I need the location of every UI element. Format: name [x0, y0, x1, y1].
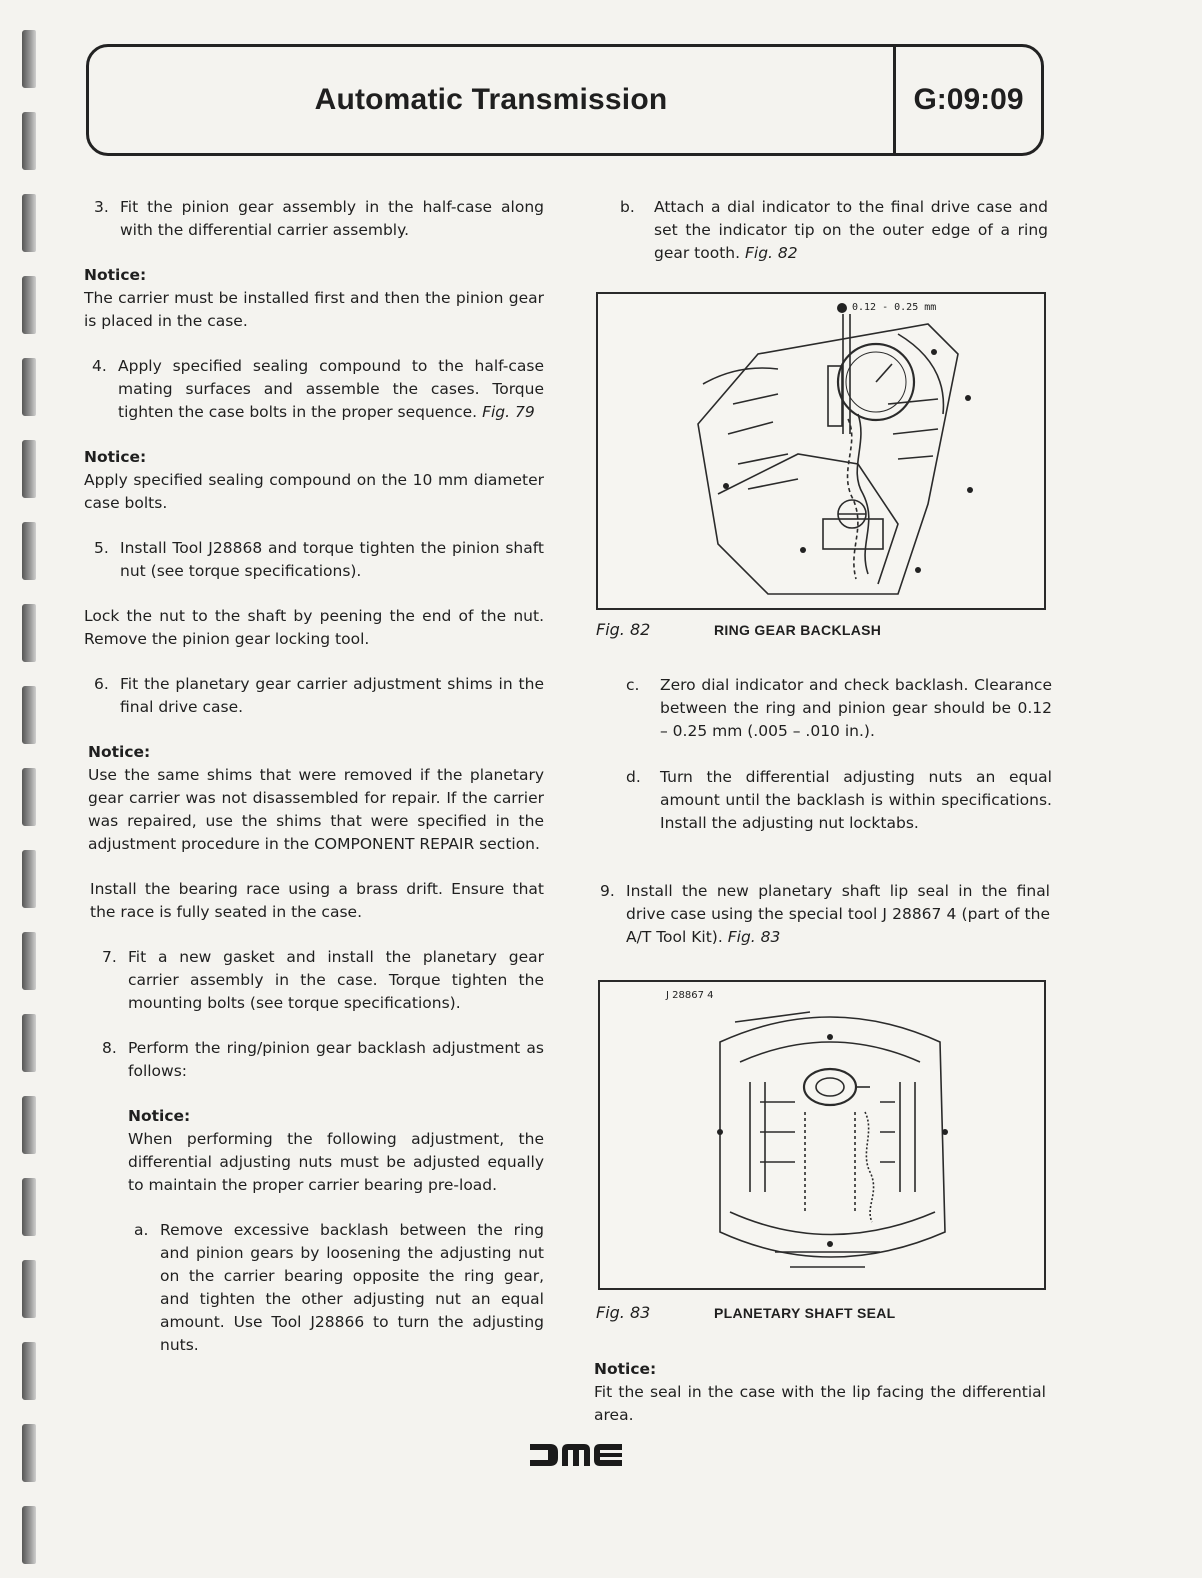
fig-ref: Fig. 83: [727, 928, 781, 946]
binding-hole: [22, 932, 36, 990]
figure-title: RING GEAR BACKLASH: [714, 622, 882, 638]
notice-text: When performing the following adjustment, the differential adjusting nuts must be adjusted equally to maintain the proper carrier bearing pre-load.: [128, 1130, 544, 1194]
binding-hole: [22, 1342, 36, 1400]
step-9: 9. Install the new planetary shaft lip seal in the final drive case using the special tool J 28867 4 (part of the A/T Tool Kit). Fig. 83: [600, 882, 1050, 946]
figure-number: Fig. 82: [596, 620, 651, 639]
notice-heading: Notice:: [84, 266, 147, 284]
step-3: 3. Fit the pinion gear assembly in the half-case along with the differential carrier assembly.: [94, 198, 544, 239]
figure-82-ring-gear-backlash: [596, 292, 1046, 610]
figure-83-caption: [596, 1303, 896, 1322]
figure-82-caption: [596, 620, 881, 639]
left-column: [84, 196, 544, 1357]
notice-4: [128, 1105, 544, 1197]
notice-text: Use the same shims that were removed if the planetary gear carrier was not disassembled for repair. If the carrier was repaired, use the shims that were specified in the adjustment procedure in the COMPONENT REPAIR section.: [88, 766, 544, 853]
binding-hole: [22, 1506, 36, 1564]
step-8: 8. Perform the ring/pinion gear backlash adjustment as follows:: [102, 1039, 544, 1080]
binding-hole: [22, 1014, 36, 1072]
notice-text: Apply specified sealing compound on the 10 mm diameter case bolts.: [84, 471, 544, 512]
notice-heading: Notice:: [84, 448, 147, 466]
step-5: 5. Install Tool J28868 and torque tighten the pinion shaft nut (see torque specifications).: [94, 539, 544, 580]
notice-2: [84, 446, 544, 515]
binding-hole: [22, 768, 36, 826]
substep-c: c. Zero dial indicator and check backlash. Clearance between the ring and pinion gear should be 0.12 – 0.25 mm (.005 – .010 in.).: [626, 676, 1052, 740]
paragraph-bearing-race: Install the bearing race using a brass drift. Ensure that the race is fully seated in the case.: [90, 880, 544, 921]
binding-hole: [22, 522, 36, 580]
page-title: Automatic Transmission: [314, 83, 668, 116]
substep-d: d. Turn the differential adjusting nuts an equal amount until the backlash is within specifications. Install the adjusting nut locktabs.: [626, 768, 1052, 832]
fig-ref: Fig. 82: [744, 244, 798, 262]
binding-hole: [22, 604, 36, 662]
binding-hole: [22, 358, 36, 416]
binding-hole: [22, 440, 36, 498]
dmc-logo: [530, 1442, 622, 1468]
fig-ref: Fig. 79: [482, 403, 535, 421]
figure-83-planetary-shaft-seal: [598, 980, 1046, 1290]
step-6: 6. Fit the planetary gear carrier adjustment shims in the final drive case.: [94, 675, 544, 716]
binding-hole: [22, 686, 36, 744]
binding-hole: [22, 30, 36, 88]
substep-a: a. Remove excessive backlash between the ring and pinion gears by loosening the adjusting nut on the carrier bearing opposite the ring gear, and tighten the other adjusting nut an equal amount. Use Tool J28866 to turn the adjusting nuts.: [134, 1221, 544, 1354]
fig83-tool-label: J 28867 4: [666, 990, 714, 1001]
binding-holes: [22, 30, 40, 1570]
step-7: 7. Fit a new gasket and install the planetary gear carrier assembly in the case. Torque tighten the mounting bolts (see torque specifications).: [102, 948, 544, 1012]
page-code: G:09:09: [913, 83, 1024, 116]
binding-hole: [22, 850, 36, 908]
paragraph-lock-nut: Lock the nut to the shaft by peening the end of the nut. Remove the pinion gear locking tool.: [84, 607, 544, 648]
notice-1: [84, 264, 544, 333]
notice-text: Fit the seal in the case with the lip facing the differential area.: [594, 1383, 1046, 1424]
notice-heading: Notice:: [88, 743, 151, 761]
notice-3: [88, 741, 544, 856]
ring-gear-illustration: [598, 294, 1044, 608]
binding-hole: [22, 1178, 36, 1236]
notice-text: The carrier must be installed first and then the pinion gear is placed in the case.: [84, 289, 544, 330]
step-4: 4. Apply specified sealing compound to the half-case mating surfaces and assemble the cases. Torque tighten the case bolts in the proper sequence. Fig. 79: [92, 357, 544, 421]
figure-number: Fig. 83: [596, 1303, 651, 1322]
figure-title: PLANETARY SHAFT SEAL: [714, 1305, 896, 1321]
notice-heading: Notice:: [128, 1107, 191, 1125]
binding-hole: [22, 112, 36, 170]
binding-hole: [22, 1260, 36, 1318]
binding-hole: [22, 1424, 36, 1482]
fig82-dimension-label: 0.12 - 0.25 mm: [852, 302, 937, 313]
page-header: [86, 44, 1044, 156]
notice-heading: Notice:: [594, 1360, 657, 1378]
binding-hole: [22, 1096, 36, 1154]
planetary-shaft-seal-illustration: [600, 982, 1044, 1288]
binding-hole: [22, 194, 36, 252]
notice-5: [594, 1358, 1046, 1427]
binding-hole: [22, 276, 36, 334]
substep-b: b. Attach a dial indicator to the final drive case and set the indicator tip on the outer edge of a ring gear tooth. Fig. 82: [620, 198, 1048, 262]
